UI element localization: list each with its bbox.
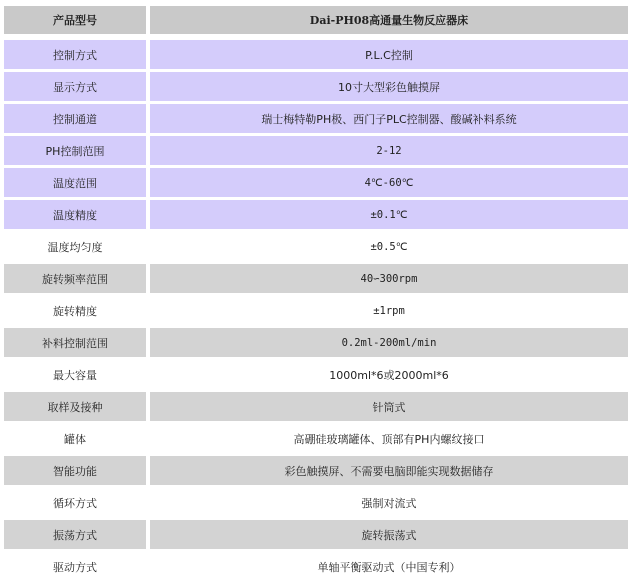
row-value: 10寸大型彩色触摸屏 xyxy=(150,72,628,101)
table-body xyxy=(4,38,628,582)
row-value: 40∽300rpm xyxy=(150,264,628,293)
row-label: 控制方式 xyxy=(4,40,146,69)
row-value: 旋转振荡式 xyxy=(150,520,628,549)
row-value: 瑞士梅特勒PH极、西门子PLC控制器、酸碱补料系统 xyxy=(150,104,628,133)
table-row xyxy=(4,70,628,102)
table-row xyxy=(4,262,628,294)
row-label: 振荡方式 xyxy=(4,520,146,549)
spec-table xyxy=(4,6,628,582)
table-header xyxy=(4,6,628,38)
table-row xyxy=(4,454,628,486)
row-label: 驱动方式 xyxy=(4,552,146,581)
table-row xyxy=(4,134,628,166)
table-row xyxy=(4,294,628,326)
row-value: 单轴平衡驱动式（中国专利） xyxy=(150,552,628,581)
row-label: 显示方式 xyxy=(4,72,146,101)
table-row xyxy=(4,38,628,70)
row-value: P.L.C控制 xyxy=(150,40,628,69)
row-label: 旋转精度 xyxy=(4,296,146,325)
row-label: 温度精度 xyxy=(4,200,146,229)
row-label: 取样及接种 xyxy=(4,392,146,421)
table-row xyxy=(4,486,628,518)
table-row xyxy=(4,166,628,198)
table-row xyxy=(4,230,628,262)
table-row xyxy=(4,422,628,454)
row-value: ±0.5℃ xyxy=(150,232,628,261)
table-row xyxy=(4,550,628,582)
row-label: 最大容量 xyxy=(4,360,146,389)
table-row xyxy=(4,198,628,230)
table-row xyxy=(4,390,628,422)
table-row xyxy=(4,102,628,134)
row-value: 彩色触摸屏、不需要电脑即能实现数据储存 xyxy=(150,456,628,485)
table-row xyxy=(4,358,628,390)
row-value: 针筒式 xyxy=(150,392,628,421)
row-value: 0.2ml-200ml/min xyxy=(150,328,628,357)
row-label: 智能功能 xyxy=(4,456,146,485)
row-label: 温度均匀度 xyxy=(4,232,146,261)
row-label: 旋转频率范围 xyxy=(4,264,146,293)
row-value: 2-12 xyxy=(150,136,628,165)
row-label: 补料控制范围 xyxy=(4,328,146,357)
row-label: 控制通道 xyxy=(4,104,146,133)
row-value: 1000ml*6或2000ml*6 xyxy=(150,360,628,389)
table-row xyxy=(4,518,628,550)
row-value: ±0.1℃ xyxy=(150,200,628,229)
row-value: 强制对流式 xyxy=(150,488,628,517)
row-value: 高硼硅玻璃罐体、顶部有PH内螺纹接口 xyxy=(150,424,628,453)
row-value: 4℃-60℃ xyxy=(150,168,628,197)
header-value: Dai-PH08高通量生物反应器床 xyxy=(150,6,628,34)
row-label: 温度范围 xyxy=(4,168,146,197)
row-label: PH控制范围 xyxy=(4,136,146,165)
header-label: 产品型号 xyxy=(4,6,146,34)
row-value: ±1rpm xyxy=(150,296,628,325)
row-label: 循环方式 xyxy=(4,488,146,517)
row-label: 罐体 xyxy=(4,424,146,453)
table-row xyxy=(4,326,628,358)
